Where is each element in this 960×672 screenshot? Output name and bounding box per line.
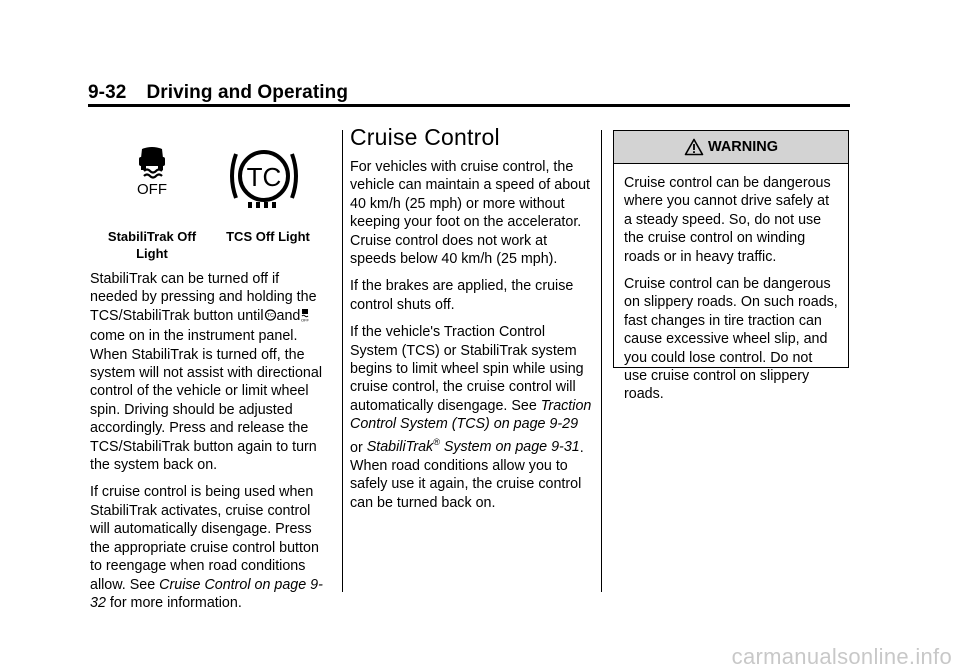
- stabilitrak-off-caption: StabiliTrak Off Light: [107, 229, 197, 261]
- warning-icon: [684, 138, 704, 156]
- header-rule: [88, 104, 850, 107]
- paragraph: If cruise control is being used when StabiliTrak activates, cruise control will automatically disengage. Press the appropriate cruise control button to reengage when road conditions allow. See Cruise Control on page 9-32 for more information.: [90, 484, 323, 611]
- tcs-off-caption: TCS Off Light: [226, 229, 310, 244]
- column-2: [350, 124, 592, 521]
- paragraph: Cruise control can be dangerous where you cannot drive safely at a steady speed. So, do not use the cruise control on winding roads or in heavy traffic.: [624, 175, 831, 265]
- svg-text:TC: TC: [266, 312, 274, 319]
- cross-reference-link[interactable]: Traction Control System (TCS) on page 9-29: [350, 397, 592, 433]
- svg-text:OFF: OFF: [301, 317, 310, 322]
- section-heading: Cruise Control: [350, 124, 500, 150]
- warning-body: [614, 164, 848, 404]
- column-1: [90, 270, 330, 621]
- warning-header: [614, 131, 848, 164]
- watermark: carmanualsonline.info: [731, 644, 952, 669]
- cross-reference-link[interactable]: Cruise Control on page 9-32: [90, 576, 323, 611]
- paragraph: If the brakes are applied, the cruise control shuts off.: [350, 278, 574, 313]
- stabilitrak-off-figure: [130, 144, 174, 203]
- tcs-inline-icon: [264, 308, 277, 327]
- paragraph: For vehicles with cruise control, the vehicle can maintain a speed of about 40 km/h (25 mph) or more without keeping your foot on the accelerator. Cruise control does not work at speeds below 40 km/h (25 mph).: [350, 159, 591, 268]
- paragraph: StabiliTrak can be turned off if needed by pressing and holding the TCS/StabiliTrak button until TC and OFF come on in the instrument panel. When StabiliTrak is turned off, the system will not assist with directional control of the vehicle or limit wheel spin. Driving should be adjusted accordingly. Press and release the TCS/StabiliTrak button again to turn the system back on.: [90, 271, 323, 474]
- warning-title: WARNING: [707, 139, 779, 155]
- stabilitrak-inline-icon: [300, 308, 310, 327]
- tcs-off-icon: [226, 140, 302, 214]
- cross-reference-link[interactable]: StabiliTrak® System on page 9-31: [366, 437, 580, 456]
- paragraph: Cruise control can be dangerous on slippery roads. On such roads, fast changes in tire traction can cause excessive wheel slip, and you could lose control. Do not use cruise control on slippery roads.: [624, 276, 838, 403]
- page-number: 9-32: [88, 82, 127, 103]
- column-divider-2: [601, 130, 602, 592]
- column-divider-1: [342, 130, 343, 592]
- tcs-off-figure: [226, 140, 302, 219]
- off-text: OFF: [137, 181, 167, 198]
- stabilitrak-off-icon: [130, 144, 174, 198]
- paragraph: If the vehicle's Traction Control System (TCS) or StabiliTrak system begins to limit wheel spin while using cruise control, the cruise control will automatically disengage. See Traction Control System (TCS) on page 9-29 or StabiliTrak® System on page 9-31. When road conditions allow you to safely use it again, the cruise control can be turned back on.: [350, 324, 592, 511]
- page-header: [88, 82, 348, 104]
- tc-text: TC: [246, 162, 282, 192]
- warning-box: [613, 130, 849, 403]
- section-title: Driving and Operating: [146, 82, 349, 103]
